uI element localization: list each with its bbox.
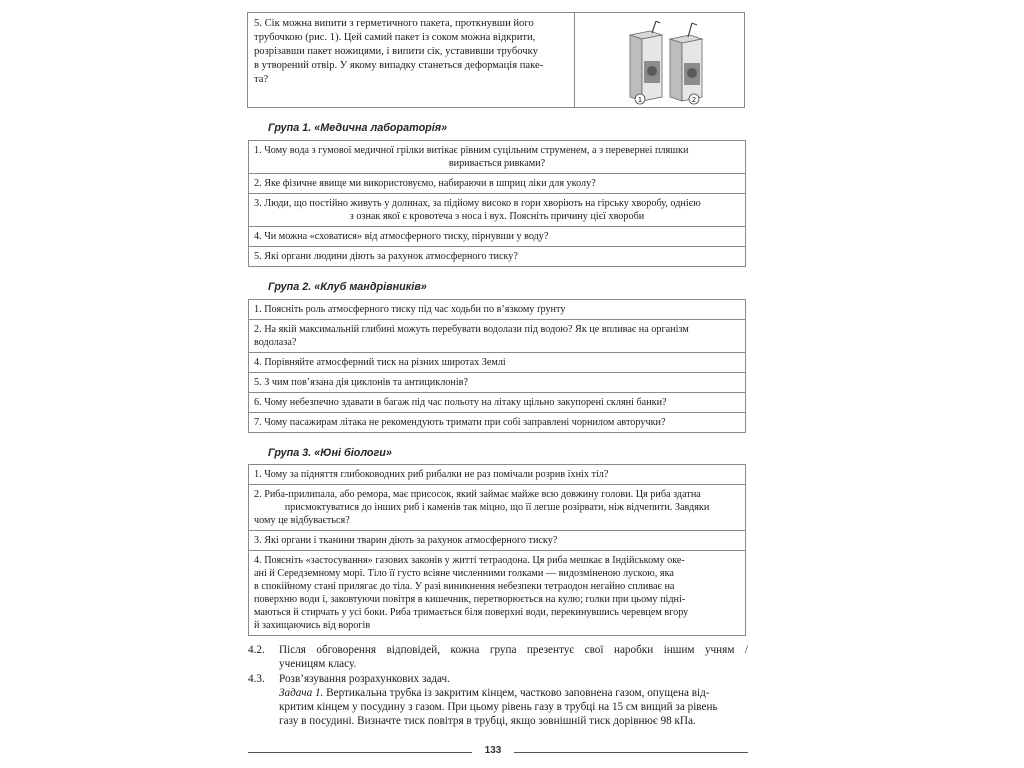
question-cell — [249, 247, 746, 267]
step-heading: Розв’язування розрахункових задач. — [279, 673, 450, 685]
table-row — [249, 465, 746, 485]
question-cell — [249, 485, 746, 531]
text-line: критим кінцем у посудину з газом. При цьому рівень газу в трубці на 15 см вищий за рівень — [279, 701, 718, 713]
text-line: 2. На якій максимальній глибині можуть перебувати водолази під водою? Як це впливає на організм — [254, 324, 689, 335]
group-3-title: Група 3. «Юні біологи» — [268, 447, 392, 459]
group-2-table — [248, 299, 746, 433]
table-row — [249, 174, 746, 194]
text-line: 7. Чому пасажирам літака не рекомендують тримати при собі заправлені чорнилом авторучки? — [254, 417, 666, 428]
question-cell — [249, 174, 746, 194]
table-row — [249, 320, 746, 353]
question-cell — [249, 194, 746, 227]
group-1-table — [248, 140, 746, 267]
step-number: 4.3. — [248, 673, 265, 685]
figure-label-1: 1 — [638, 97, 642, 104]
text-line: 4. Порівняйте атмосферний тиск на різних широтах Землі — [254, 357, 506, 368]
question-cell — [249, 353, 746, 373]
table-row — [249, 393, 746, 413]
text-line: поверхню води і, заковтуючи повітря в кишечник, перетворюється на кулю; голки при цьому підні- — [254, 594, 686, 605]
task-first-line — [279, 686, 748, 700]
group-2-title: Група 2. «Клуб мандрівників» — [268, 281, 427, 293]
question-cell — [249, 393, 746, 413]
table-row — [249, 300, 746, 320]
text-line: газу в посудині. Визначте тиск повітря в трубці, якщо зовнішній тиск дорівнює 98 кПа. — [279, 715, 696, 727]
text-line: розрізавши пакет ножицями, і випити сік, уставивши трубочку — [254, 46, 538, 57]
question-cell — [249, 413, 746, 433]
text-line: 6. Чому небезпечно здавати в багаж під час польоту на літаку щільно закупорені скляні банки? — [254, 397, 667, 408]
text-line: 4. Чи можна «сховатися» від атмосферного тиску, пірнувши у воду? — [254, 231, 549, 242]
question-cell — [249, 320, 746, 353]
text-line: 3. Люди, що постійно живуть у долинах, за підйому високо в гори хворіють на гірську хворобу, однією — [254, 198, 701, 209]
table-row — [249, 353, 746, 373]
text-line: ученицям класу. — [279, 658, 357, 670]
text-line: 5. Які органи людини діють за рахунок атмосферного тиску? — [254, 251, 518, 262]
text-line: виривається ривками? — [448, 158, 546, 169]
text-line: маються й стирчать у усі боки. Риба тримається біля поверхні води, перекинувшись черевцем вгору — [254, 607, 689, 618]
juice-pack-figure — [626, 21, 708, 105]
table-row — [249, 247, 746, 267]
table-row — [249, 227, 746, 247]
task-label: Задача 1. — [279, 687, 324, 699]
text-line: й захищаючись від ворогів — [254, 620, 371, 631]
text-line: 2. Яке фізичне явище ми використовуємо, набираючи в шприц ліки для уколу? — [254, 178, 596, 189]
text-line: та? — [254, 74, 269, 85]
page-number: 133 — [484, 745, 502, 756]
juice-pack-2 — [670, 23, 702, 104]
text-line: ані й Середземному морі. Тіло її густо всіяне численними голками — видозміненою лускою, яка — [254, 568, 674, 579]
text-line: 5. Сік можна випити з герметичного пакета, проткнувши його — [254, 18, 534, 29]
table-row — [249, 373, 746, 393]
table-row — [249, 413, 746, 433]
question-cell — [249, 141, 746, 174]
text-line: 5. З чим пов’язана дія циклонів та антициклонів? — [254, 377, 468, 388]
question-cell — [249, 551, 746, 636]
juice-pack-1 — [630, 21, 662, 104]
table-row — [249, 531, 746, 551]
group-3-table — [248, 464, 746, 636]
table-row — [249, 551, 746, 636]
question-5-box — [247, 12, 745, 108]
text-line: водолаза? — [254, 337, 297, 348]
text-line: присмоктуватися до інших риб і каменів так міцно, що її легше розірвати, ніж відчепити. Завдяки — [284, 502, 710, 513]
cell-divider — [574, 13, 575, 107]
question-cell — [249, 373, 746, 393]
text-line: Після обговорення відповідей, кожна група презентує свої наробки іншим учням / — [279, 644, 748, 656]
text-line: в спокійному стані прилягає до тіла. У разі виникнення небезпеки тетраодон негайно спливає на — [254, 581, 675, 592]
table-row — [249, 485, 746, 531]
step-body — [279, 672, 748, 728]
table-row — [249, 141, 746, 174]
text-line: 1. Чому вода з гумової медичної грілки витікає рівним суцільним струменем, а з перевернеі пляшки — [254, 145, 689, 156]
text-line: 4. Поясніть «застосування» газових законів у житті тетраодона. Ця риба мешкає в Індійському оке- — [254, 555, 685, 566]
question-cell — [249, 531, 746, 551]
text-line: 1. Чому за підняття глибоководних риб рибалки не раз помічали розрив їхніх тіл? — [254, 469, 609, 480]
text-line: з ознак якої є кровотеча з носа і вух. Поясніть причину цієї хвороби — [349, 211, 645, 222]
question-cell — [249, 227, 746, 247]
text-line: 3. Які органи і тканини тварин діють за рахунок атмосферного тиску? — [254, 535, 558, 546]
step-body — [279, 643, 748, 671]
group-1-title: Група 1. «Медична лабораторія» — [268, 122, 448, 134]
step-4-3 — [248, 672, 748, 732]
text-line: 2. Риба-прилипала, або ремора, має присосок, який займає майже всю довжину голови. Ця риба здатна — [254, 489, 701, 500]
table-row — [249, 194, 746, 227]
step-number: 4.2. — [248, 644, 265, 656]
text-line: чому це відбувається? — [254, 515, 350, 526]
text-line: трубочкою (рис. 1). Цей самий пакет із соком можна відкрити, — [254, 32, 536, 43]
text-line: 1. Поясніть роль атмосферного тиску під час ходьби по в’язкому ґрунту — [254, 304, 566, 315]
text-line: в утворений отвір. У якому випадку станеться деформація паке- — [254, 60, 544, 71]
task-text: Вертикальна трубка із закритим кінцем, частково заповнена газом, опущена від- — [323, 687, 710, 699]
footer-rule-left — [248, 752, 472, 753]
footer-rule-right — [514, 752, 748, 753]
question-cell — [249, 465, 746, 485]
question-cell — [249, 300, 746, 320]
figure-label-2: 2 — [692, 97, 696, 104]
step-4-2 — [248, 643, 748, 673]
question-5-text — [254, 17, 570, 87]
